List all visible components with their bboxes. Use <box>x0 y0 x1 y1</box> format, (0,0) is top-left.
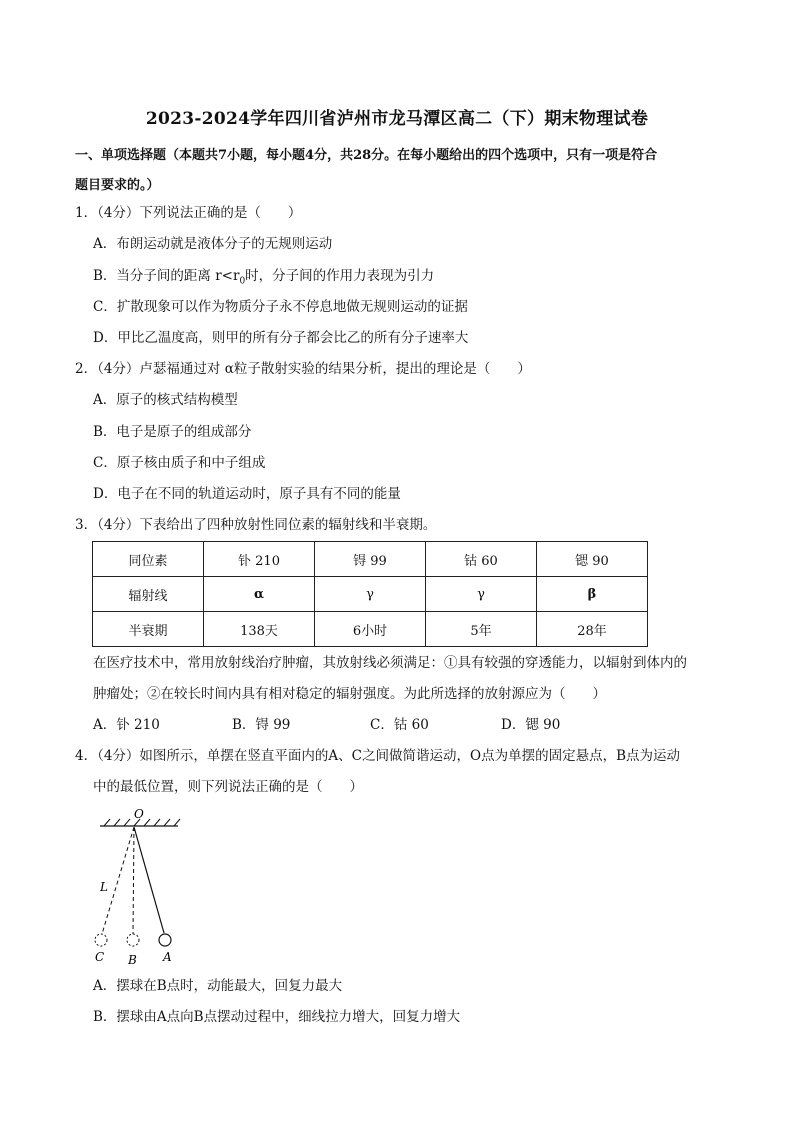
q4-option-b: B．摆球由A点向B点摆动过程中，细线拉力增大，回复力增大 <box>93 1009 461 1025</box>
section-heading-line1: 一、单项选择题（本题共7小题，每小题4分，共28分。在每小题给出的四个选项中，只有一项是符合 <box>75 148 658 163</box>
table-row <box>93 577 648 612</box>
bob-c <box>95 934 107 946</box>
q4-option-a: A．摆球在B点时，动能最大，回复力最大 <box>93 978 343 994</box>
pendulum-figure <box>88 806 198 966</box>
label-l: L <box>100 880 108 894</box>
table-cell: 钴 60 <box>426 542 537 577</box>
q4-stem-line2: 中的最低位置，则下列说法正确的是（ ） <box>93 779 363 795</box>
table-cell: 同位素 <box>93 542 204 577</box>
q2-option-d: D．电子在不同的轨道运动时，原子具有不同的能量 <box>93 486 401 502</box>
table-cell: 辐射线 <box>93 577 204 612</box>
table-cell: 6小时 <box>315 612 426 647</box>
q1-option-a: A．布朗运动就是液体分子的无规则运动 <box>93 236 333 252</box>
table-cell: 锶 90 <box>537 542 648 577</box>
q3-para-line2: 肿瘤处；②在较长时间内具有相对稳定的辐射强度。为此所选择的放射源应为（ ） <box>93 686 606 702</box>
section-heading-line2: 题目要求的。） <box>75 178 160 193</box>
q1-option-d: D．甲比乙温度高，则甲的所有分子都会比乙的所有分子速率大 <box>93 330 469 346</box>
table-cell: α <box>204 577 315 612</box>
string-to-a <box>134 827 164 933</box>
table-cell: β <box>537 577 648 612</box>
table-cell: 半衰期 <box>93 612 204 647</box>
section-heading <box>75 141 725 201</box>
q2-stem: 2．（4分）卢瑟福通过对 α粒子散射实验的结果分析，提出的理论是（ ） <box>75 361 531 377</box>
q3-option-c: C．钴 60 <box>370 717 429 733</box>
string-to-b <box>133 827 134 934</box>
table-row <box>93 542 648 577</box>
table-cell: 锝 99 <box>315 542 426 577</box>
bob-a <box>159 934 171 946</box>
q3-para-line1: 在医疗技术中，常用放射线治疗肿瘤，其放射线必须满足：①具有较强的穿透能力，以辐射到体内的 <box>93 655 687 671</box>
page-title: 2023-2024学年四川省泸州市龙马潭区高二（下）期末物理试卷 <box>145 109 649 129</box>
q3-option-b: B．锝 99 <box>232 717 291 733</box>
isotope-table <box>92 541 648 647</box>
q2-option-c: C．原子核由质子和中子组成 <box>93 455 266 471</box>
q2-option-a: A．原子的核式结构模型 <box>93 392 238 408</box>
q1-option-c: C．扩散现象可以作为物质分子永不停息地做无规则运动的证据 <box>93 299 468 315</box>
table-cell: γ <box>315 577 426 612</box>
q1-option-b-pre: B．当分子间的距离 r<r <box>93 268 240 284</box>
q3-option-a: A．钋 210 <box>93 717 160 733</box>
q1-option-b-sub: 0 <box>239 276 246 287</box>
q3-option-d: D．锶 90 <box>501 717 561 733</box>
table-row <box>93 612 648 647</box>
q3-stem: 3．（4分）下表给出了四种放射性同位素的辐射线和半衰期。 <box>75 517 437 533</box>
table-cell: 钋 210 <box>204 542 315 577</box>
q1-stem: 1．（4分）下列说法正确的是（ ） <box>75 205 302 221</box>
label-a: A <box>163 950 172 964</box>
q1-option-b-post: 时，分子间的作用力表现为引力 <box>245 268 435 284</box>
label-o: O <box>134 807 144 821</box>
q4-stem-line1: 4．（4分）如图所示，单摆在竖直平面内的A、C之间做简谐运动，O点为单摆的固定悬点，B点为运动 <box>75 748 680 764</box>
label-b: B <box>128 953 137 966</box>
q2-option-b: B．电子是原子的组成部分 <box>93 424 252 440</box>
table-cell: γ <box>426 577 537 612</box>
table-cell: 5年 <box>426 612 537 647</box>
label-c: C <box>95 950 105 964</box>
q3-options-row <box>0 710 794 740</box>
table-cell: 28年 <box>537 612 648 647</box>
table-cell: 138天 <box>204 612 315 647</box>
bob-b <box>127 934 139 946</box>
